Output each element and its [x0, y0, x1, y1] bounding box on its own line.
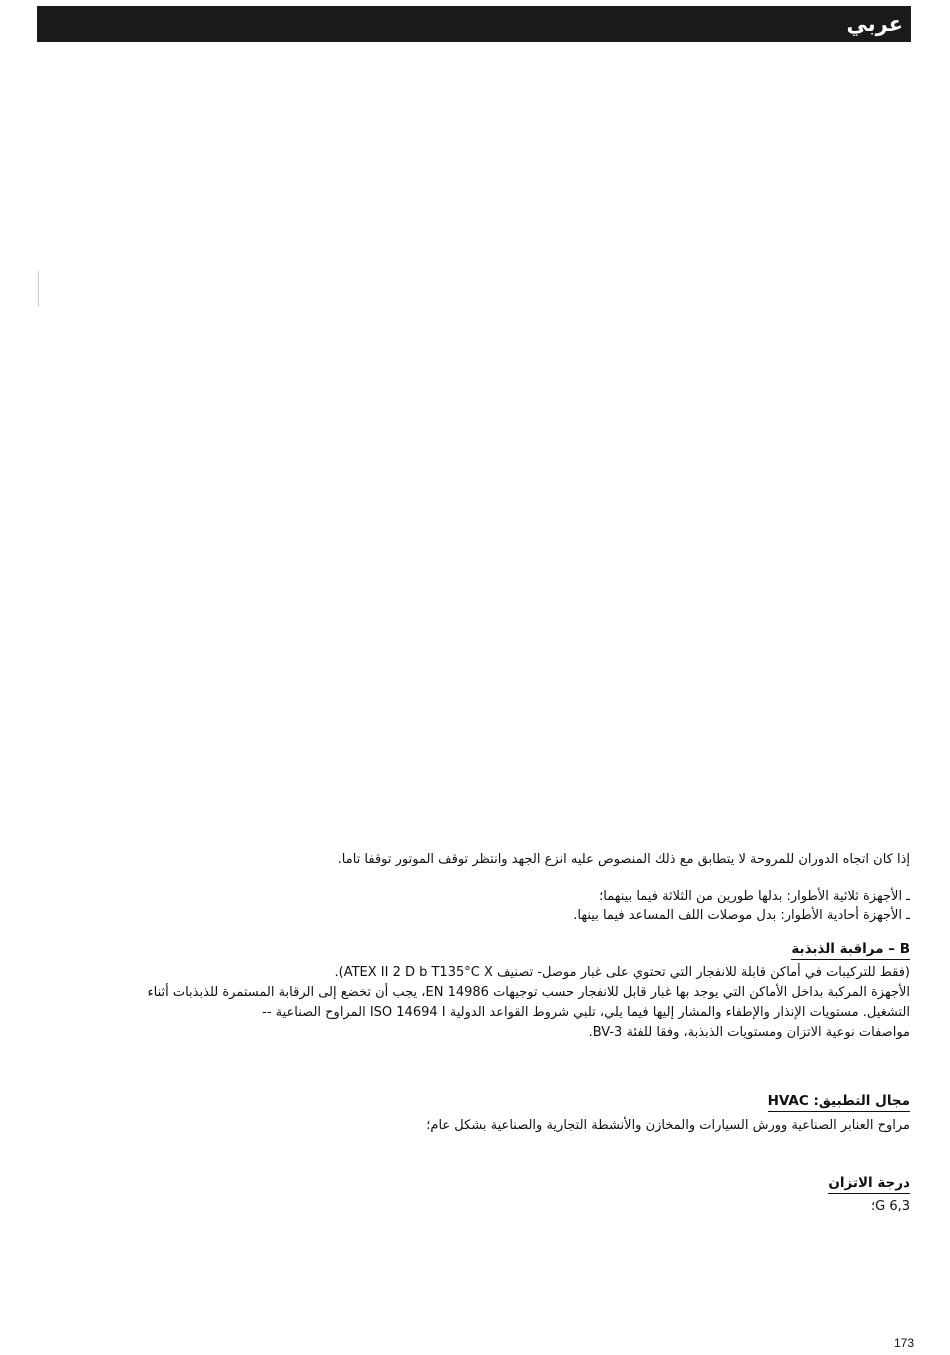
vibration-line-1: (فقط للتركيبات في أماكن قابلة للانفجار التي تحتوي على غبار موصل- تصنيف ATEX II 2 D b T135°C X).: [334, 965, 910, 980]
phase-note-three-phase: ـ الأجهزة ثلاثية الأطوار: بدلها طورين من الثلاثة فيما بينهما؛: [599, 889, 910, 904]
application-heading: مجال التطبيق: HVAC: [768, 1093, 910, 1112]
header-bar: [37, 6, 911, 42]
balance-value: G 6,3؛: [870, 1199, 910, 1214]
phase-note-single-phase: ـ الأجهزة أحادية الأطوار: بدل موصلات اللف المساعد فيما بينها.: [573, 908, 910, 923]
rotation-note: إذا كان اتجاه الدوران للمروحة لا يتطابق مع ذلك المنصوص عليه انزع الجهد وانتظر توقف الموتور توقفا تاما.: [337, 852, 910, 867]
balance-heading: درجة الاتزان: [828, 1175, 910, 1194]
vibration-line-4: مواصفات نوعية الاتزان ومستويات الذبذبة، وفقا للفئة BV-3.: [588, 1025, 910, 1040]
page-number: 173: [893, 1336, 914, 1350]
application-text: مراوح العنابر الصناعية وورش السيارات والمخازن والأنشطة التجارية والصناعية بشكل عام؛: [426, 1118, 910, 1133]
margin-rule: [38, 271, 39, 307]
vibration-heading: B – مراقبة الذبذبة: [791, 941, 910, 960]
vibration-line-3: التشغيل. مستويات الإنذار والإطفاء والمشار إليها فيما يلي، تلبي شروط القواعد الدولية ISO 14694 I المراوح الصناعية --: [262, 1005, 910, 1020]
vibration-line-2: الأجهزة المركبة بداخل الأماكن التي يوجد بها غبار قابل للانفجار حسب توجيهات EN 14986، يجب أن تخضع إلى الرقابة المستمرة للذبذبات أثناء: [147, 985, 910, 1000]
page-language-title: عربي: [846, 12, 903, 36]
